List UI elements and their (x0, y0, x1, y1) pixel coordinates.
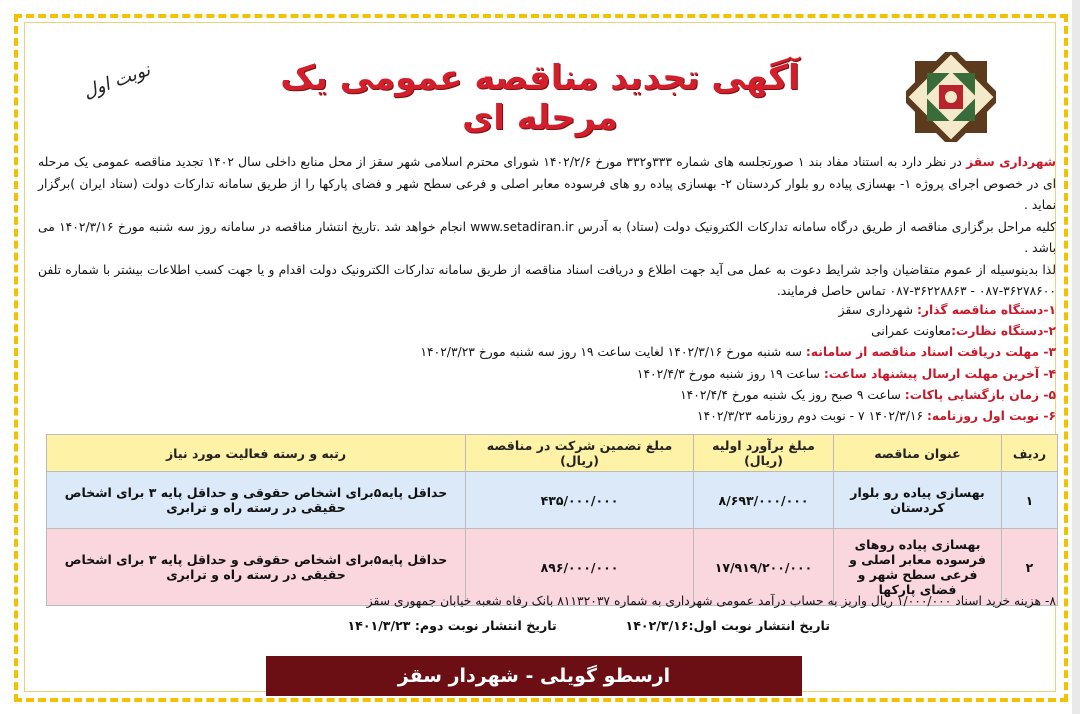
detail-item: ۱-دستگاه مناقصه گذار: شهرداری سقز (838, 303, 1056, 317)
intro-paragraph-3: لذا بدینوسیله از عموم متقاضیان واجد شرایط دعوت به عمل می آید جهت اطلاع و دریافت اسناد مناقصه از طریق سامانه تدارکات الکترونیک دولت اقدام و یا جهت کسب اطلاعات بیشتر با شماره تلفن ۳۶۲۷۸۶۰۰-۰۸۷ - ۳۶۲۲۸۸۶۳-۰۸۷ تماس حاصل فرمایند. (38, 262, 1056, 298)
intro-text (38, 152, 1056, 303)
signature-banner: ارسطو گویلی - شهردار سقز (266, 656, 802, 696)
table-row (47, 472, 1058, 529)
cell-guarantee: ۸۹۶/۰۰۰/۰۰۰ (466, 529, 694, 606)
header-grade: رتبه و رسته فعالیت مورد نیاز (47, 435, 466, 472)
page-edge (1072, 0, 1080, 714)
cell-estimate: ۱۷/۹۱۹/۲۰۰/۰۰۰ (694, 529, 834, 606)
header-guarantee: مبلغ تضمین شرکت در مناقصه (ریال) (466, 435, 694, 472)
second-publication-date: تاریخ انتشار نوبت دوم: ۱۴۰۱/۳/۲۳ (347, 618, 557, 633)
cell-row-number: ۱ (1002, 472, 1058, 529)
publication-dates (290, 618, 830, 633)
cell-estimate: ۸/۶۹۳/۰۰۰/۰۰۰ (694, 472, 834, 529)
cell-tender-title: بهسازی پیاده رو بلوار کردستان (834, 472, 1002, 529)
edition-stamp: نوبت اول (80, 59, 153, 103)
intro-paragraph-1: شهرداری سقز در نظر دارد به استناد مفاد بند ۱ صورتجلسه های شماره ۳۳۳و۳۳۲ مورخ ۱۴۰۲/۲/۶ شورای محترم اسلامی شهر سقز از محل منابع داخلی سال ۱۴۰۲ تجدید مناقصه عمومی یک مرحله ای در خصوص اجرای پروژه ۱- بهسازی پیاده رو بلوار کردستان ۲- بهسازی پیاده رو های فرسوده معابر اصلی و فرعی سطح شهر و فضای پارکها را از طریق سامانه تدارکات دولت (ستاد ایران )برگزار نماید . (38, 155, 1056, 212)
tender-table (46, 434, 1058, 606)
header-row-number: ردیف (1002, 435, 1058, 472)
cell-row-number: ۲ (1002, 529, 1058, 606)
municipality-logo-icon (906, 52, 996, 142)
org-name: شهرداری سقز (966, 155, 1056, 169)
cell-tender-title: بهسازی پیاده روهای فرسوده معابر اصلی و فرعی سطح شهر و فضای پارکها (834, 529, 1002, 606)
first-publication-date: تاریخ انتشار نوبت اول:۱۴۰۲/۳/۱۶ (625, 618, 830, 633)
document-fee-note: ۸- هزینه خرید اسناد ۱/۰۰۰/۰۰۰ ریال واریز به حساب درآمد عمومی شهرداری به شماره ۸۱۱۳۲۰۳۷ بانک رفاه شعبه خیابان جمهوری سقز (366, 594, 1056, 608)
cell-grade: حداقل پایه۵برای اشخاص حقوقی و حداقل پایه ۳ برای اشخاص حقیقی در رسته راه و ترابری (47, 472, 466, 529)
cell-guarantee: ۴۳۵/۰۰۰/۰۰۰ (466, 472, 694, 529)
detail-item: ۴- آخرین مهلت ارسال پیشنهاد ساعت: ساعت ۱۹ روز شنبه مورخ ۱۴۰۲/۴/۳ (636, 366, 1056, 381)
cell-grade: حداقل پایه۵برای اشخاص حقوقی و حداقل پایه ۳ برای اشخاص حقیقی در رسته راه و ترابری (47, 529, 466, 606)
details-list (380, 300, 1056, 427)
intro-paragraph-2: کلیه مراحل برگزاری مناقصه از طریق درگاه سامانه تدارکات الکترونیک دولت (ستاد) به آدرس www.setadiran.ir انجام خواهد شد .تاریخ انتشار مناقصه در سامانه روز سه شنبه مورخ ۱۴۰۲/۳/۱۶ می باشد . (38, 219, 1057, 255)
detail-item: ۶- نوبت اول روزنامه: ۱۴۰۲/۳/۱۶ ۷ - نوبت دوم روزنامه ۱۴۰۲/۳/۲۳ (697, 409, 1056, 424)
detail-item: ۳- مهلت دریافت اسناد مناقصه از سامانه: سه شنبه مورخ ۱۴۰۲/۳/۱۶ لغایت ساعت ۱۹ روز سه شنبه مورخ ۱۴۰۲/۳/۲۳ (420, 345, 1056, 360)
page-title: آگهی تجدید مناقصه عمومی یک مرحله ای (280, 58, 800, 138)
detail-item: ۲-دستگاه نظارت:معاونت عمرانی (871, 324, 1056, 339)
detail-item: ۵- زمان بازگشایی پاکات: ساعت ۹ صبح روز یک شنبه مورخ ۱۴۰۲/۴/۴ (680, 387, 1056, 402)
header-tender-title: عنوان مناقصه (834, 435, 1002, 472)
header-estimate: مبلغ برآورد اولیه (ریال) (694, 435, 834, 472)
table-header-row (47, 435, 1058, 472)
